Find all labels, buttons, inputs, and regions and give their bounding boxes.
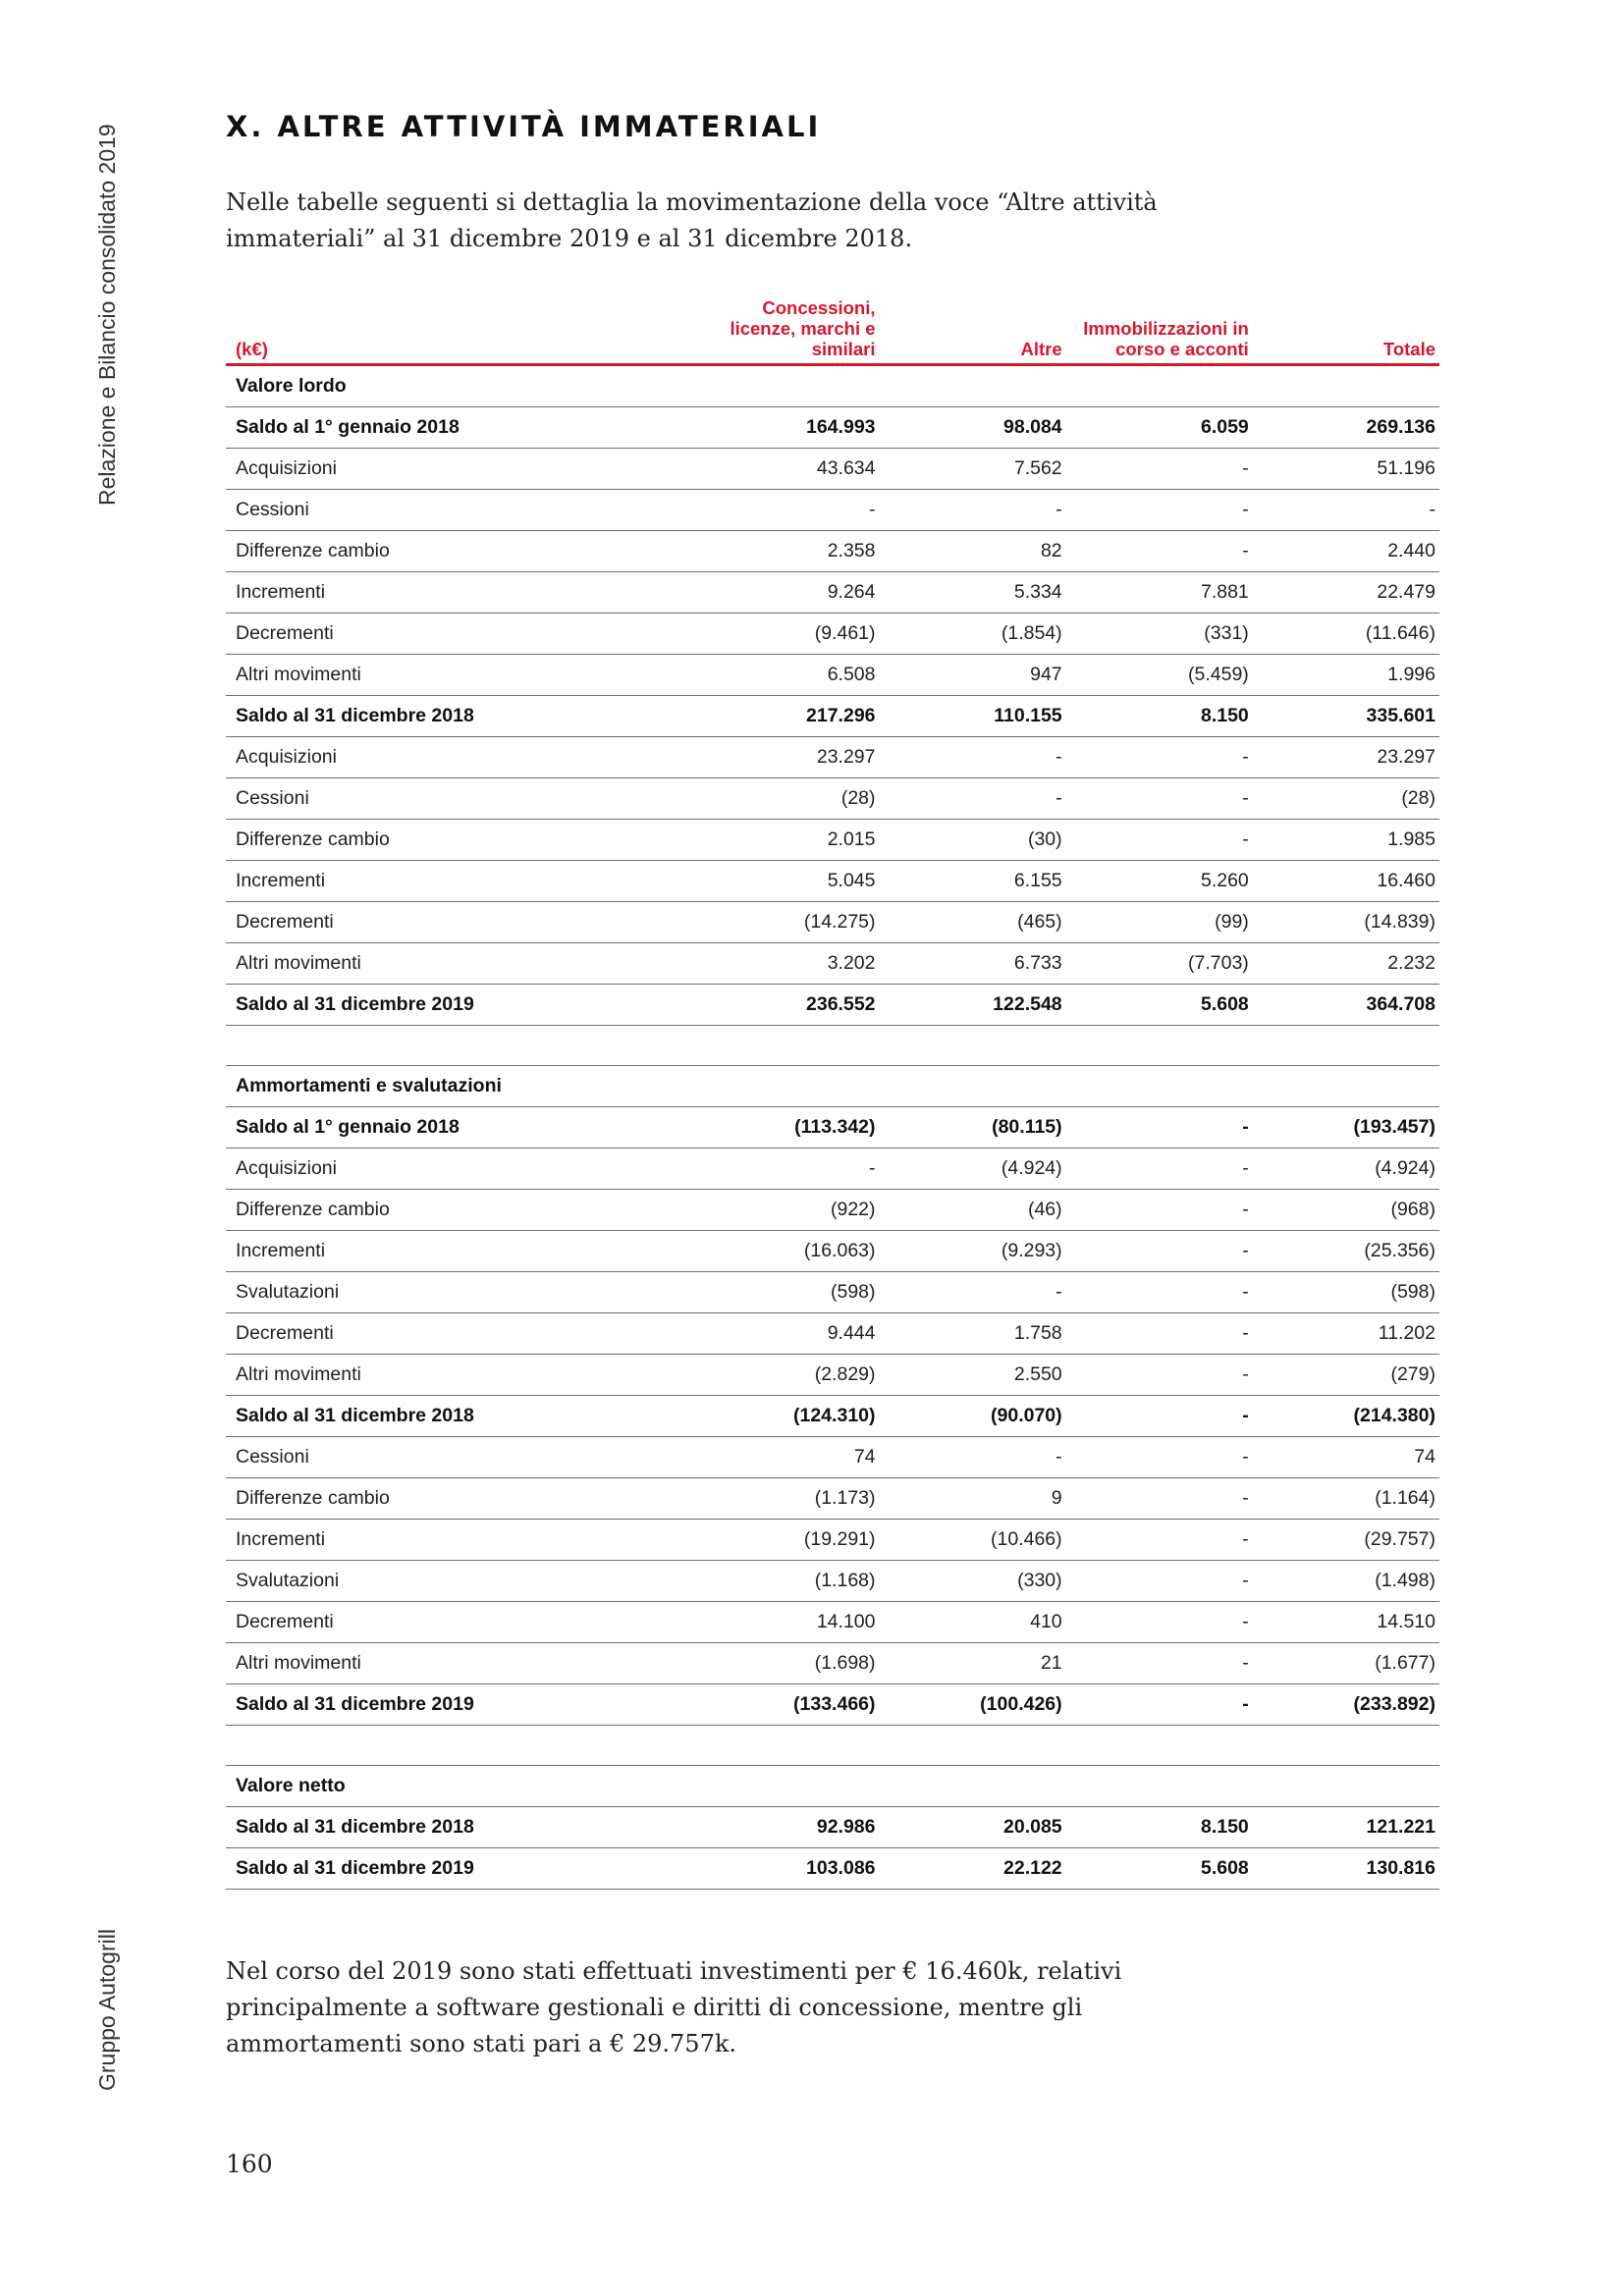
row-label: Saldo al 1° gennaio 2018 (226, 407, 692, 449)
value-cell: - (1066, 1520, 1253, 1561)
value-cell: (2.829) (692, 1355, 879, 1396)
value-cell: 82 (880, 531, 1066, 572)
value-cell: (30) (880, 820, 1066, 861)
value-cell: 1.758 (880, 1313, 1066, 1355)
table-row (226, 1437, 1439, 1478)
value-cell: 7.881 (1066, 572, 1253, 614)
value-cell: - (1066, 737, 1253, 778)
row-label: Cessioni (226, 778, 692, 820)
row-label: Altri movimenti (226, 1643, 692, 1684)
value-cell: (1.677) (1253, 1643, 1439, 1684)
table-row (226, 572, 1439, 614)
table-row (226, 943, 1439, 985)
value-cell: (9.293) (880, 1231, 1066, 1272)
closing-paragraph: Nel corso del 2019 sono stati effettuati investimenti per € 16.460k, relativi principalmente a software gestionali e diritti di concessione, mentre gli ammortamenti sono stati pari a € 29.757k. (226, 1957, 1122, 2057)
value-cell: (233.892) (1253, 1684, 1439, 1726)
value-cell: (113.342) (692, 1107, 879, 1148)
value-cell: 335.601 (1253, 696, 1439, 737)
value-cell (880, 1066, 1066, 1107)
value-cell (880, 1766, 1066, 1807)
value-cell (1066, 1766, 1253, 1807)
value-cell: 130.816 (1253, 1848, 1439, 1890)
value-cell: - (880, 778, 1066, 820)
value-cell: 5.334 (880, 572, 1066, 614)
value-cell: - (1066, 1107, 1253, 1148)
table-row (226, 1148, 1439, 1190)
table-row (226, 1766, 1439, 1807)
column-header: Concessioni, licenze, marchi e similari (692, 285, 879, 365)
value-cell (1066, 365, 1253, 407)
value-cell: - (692, 490, 879, 531)
value-cell: 121.221 (1253, 1807, 1439, 1848)
column-header: Totale (1253, 285, 1439, 365)
value-cell: - (1066, 820, 1253, 861)
row-label: Saldo al 31 dicembre 2018 (226, 1396, 692, 1437)
value-cell: - (1066, 1602, 1253, 1643)
value-cell: (11.646) (1253, 614, 1439, 655)
value-cell: (4.924) (1253, 1148, 1439, 1190)
value-cell: 164.993 (692, 407, 879, 449)
row-label: Saldo al 31 dicembre 2019 (226, 985, 692, 1026)
value-cell (692, 1066, 879, 1107)
value-cell (692, 1766, 879, 1807)
table-row (226, 1478, 1439, 1520)
value-cell: - (1066, 1272, 1253, 1313)
row-label: Decrementi (226, 614, 692, 655)
value-cell: - (1066, 1437, 1253, 1478)
value-cell: 6.155 (880, 861, 1066, 902)
value-cell: (16.063) (692, 1231, 879, 1272)
table-spacer-row (226, 1726, 1439, 1766)
value-cell (1253, 1066, 1439, 1107)
value-cell: 6.508 (692, 655, 879, 696)
value-cell: 1.985 (1253, 820, 1439, 861)
value-cell: - (1066, 1231, 1253, 1272)
table-row (226, 1355, 1439, 1396)
value-cell: 23.297 (1253, 737, 1439, 778)
value-cell: (5.459) (1066, 655, 1253, 696)
value-cell: 269.136 (1253, 407, 1439, 449)
value-cell: 9.264 (692, 572, 879, 614)
table-row (226, 1231, 1439, 1272)
table-row (226, 490, 1439, 531)
value-cell: 410 (880, 1602, 1066, 1643)
value-cell: 2.232 (1253, 943, 1439, 985)
value-cell: - (1066, 1396, 1253, 1437)
table-row (226, 1107, 1439, 1148)
column-header: Immobilizzazioni in corso e acconti (1066, 285, 1253, 365)
row-label: Ammortamenti e svalutazioni (226, 1066, 692, 1107)
page-number: 160 (226, 2150, 273, 2178)
value-cell: 21 (880, 1643, 1066, 1684)
value-cell: (214.380) (1253, 1396, 1439, 1437)
table-row (226, 531, 1439, 572)
table-row (226, 861, 1439, 902)
value-cell: - (880, 1272, 1066, 1313)
value-cell: (28) (1253, 778, 1439, 820)
column-header: Altre (880, 285, 1066, 365)
value-cell: 9.444 (692, 1313, 879, 1355)
value-cell: (90.070) (880, 1396, 1066, 1437)
value-cell: 103.086 (692, 1848, 879, 1890)
value-cell: 236.552 (692, 985, 879, 1026)
value-cell: - (880, 490, 1066, 531)
value-cell: 364.708 (1253, 985, 1439, 1026)
document-running-title: Relazione e Bilancio consolidato 2019 (94, 124, 120, 506)
value-cell: 9 (880, 1478, 1066, 1520)
table-row (226, 1272, 1439, 1313)
table-row (226, 1520, 1439, 1561)
value-cell: (14.839) (1253, 902, 1439, 943)
value-cell: - (1066, 449, 1253, 490)
value-cell (692, 365, 879, 407)
section-heading: X. ALTRE ATTIVITÀ IMMATERIALI (226, 110, 822, 143)
value-cell: 122.548 (880, 985, 1066, 1026)
value-cell: 16.460 (1253, 861, 1439, 902)
row-label: Differenze cambio (226, 531, 692, 572)
row-label: Valore netto (226, 1766, 692, 1807)
value-cell (1066, 1066, 1253, 1107)
value-cell: (19.291) (692, 1520, 879, 1561)
table-row (226, 655, 1439, 696)
value-cell: - (1066, 1355, 1253, 1396)
value-cell: (968) (1253, 1190, 1439, 1231)
row-label: Acquisizioni (226, 1148, 692, 1190)
value-cell: (1.164) (1253, 1478, 1439, 1520)
value-cell: 2.358 (692, 531, 879, 572)
row-label: Incrementi (226, 1231, 692, 1272)
value-cell: - (1066, 531, 1253, 572)
value-cell: - (1066, 778, 1253, 820)
table-row (226, 1684, 1439, 1726)
table-row (226, 1190, 1439, 1231)
row-label: Altri movimenti (226, 1355, 692, 1396)
table-row (226, 1561, 1439, 1602)
value-cell: 14.510 (1253, 1602, 1439, 1643)
value-cell: 217.296 (692, 696, 879, 737)
value-cell (880, 365, 1066, 407)
value-cell: 8.150 (1066, 696, 1253, 737)
value-cell: 74 (692, 1437, 879, 1478)
row-label: Altri movimenti (226, 655, 692, 696)
value-cell: - (1066, 1643, 1253, 1684)
row-label: Incrementi (226, 572, 692, 614)
table-row (226, 1643, 1439, 1684)
value-cell: - (1066, 1684, 1253, 1726)
value-cell: (133.466) (692, 1684, 879, 1726)
value-cell: 6.733 (880, 943, 1066, 985)
value-cell: (598) (1253, 1272, 1439, 1313)
value-cell: 98.084 (880, 407, 1066, 449)
value-cell: 5.608 (1066, 1848, 1253, 1890)
row-label: Incrementi (226, 1520, 692, 1561)
value-cell: 8.150 (1066, 1807, 1253, 1848)
spacer-cell (226, 1726, 1439, 1766)
table-header-row (226, 285, 1439, 365)
value-cell: (465) (880, 902, 1066, 943)
table-row (226, 1313, 1439, 1355)
table-row (226, 778, 1439, 820)
value-cell (1253, 1766, 1439, 1807)
value-cell: (279) (1253, 1355, 1439, 1396)
spacer-cell (226, 1026, 1439, 1066)
value-cell: - (880, 737, 1066, 778)
value-cell: - (1066, 1190, 1253, 1231)
row-label: Altri movimenti (226, 943, 692, 985)
row-label: Saldo al 31 dicembre 2018 (226, 1807, 692, 1848)
value-cell: 22.479 (1253, 572, 1439, 614)
value-cell: 2.550 (880, 1355, 1066, 1396)
value-cell: (10.466) (880, 1520, 1066, 1561)
value-cell: (46) (880, 1190, 1066, 1231)
value-cell: (331) (1066, 614, 1253, 655)
value-cell: (9.461) (692, 614, 879, 655)
value-cell: 947 (880, 655, 1066, 696)
company-name-label: Gruppo Autogrill (94, 1929, 120, 2091)
value-cell: - (880, 1437, 1066, 1478)
table-row (226, 614, 1439, 655)
row-label: Acquisizioni (226, 737, 692, 778)
table-row (226, 820, 1439, 861)
value-cell: 51.196 (1253, 449, 1439, 490)
value-cell: (922) (692, 1190, 879, 1231)
value-cell: 110.155 (880, 696, 1066, 737)
value-cell: - (1066, 490, 1253, 531)
table-row (226, 1066, 1439, 1107)
value-cell: 6.059 (1066, 407, 1253, 449)
value-cell: - (1253, 490, 1439, 531)
table-row (226, 1807, 1439, 1848)
column-header: (k€) (226, 285, 692, 365)
value-cell: 20.085 (880, 1807, 1066, 1848)
value-cell: 14.100 (692, 1602, 879, 1643)
row-label: Decrementi (226, 1313, 692, 1355)
value-cell: (29.757) (1253, 1520, 1439, 1561)
table-spacer-row (226, 1026, 1439, 1066)
table-row (226, 696, 1439, 737)
value-cell: - (1066, 1561, 1253, 1602)
table-row (226, 1602, 1439, 1643)
value-cell: (1.498) (1253, 1561, 1439, 1602)
value-cell: - (1066, 1148, 1253, 1190)
value-cell: (598) (692, 1272, 879, 1313)
value-cell: (193.457) (1253, 1107, 1439, 1148)
value-cell: (100.426) (880, 1684, 1066, 1726)
value-cell: (1.168) (692, 1561, 879, 1602)
table-row (226, 449, 1439, 490)
value-cell: 5.608 (1066, 985, 1253, 1026)
value-cell: 74 (1253, 1437, 1439, 1478)
row-label: Cessioni (226, 490, 692, 531)
row-label: Decrementi (226, 902, 692, 943)
value-cell: 43.634 (692, 449, 879, 490)
table-row (226, 1396, 1439, 1437)
value-cell: - (1066, 1478, 1253, 1520)
value-cell: 2.440 (1253, 531, 1439, 572)
row-label: Saldo al 31 dicembre 2019 (226, 1848, 692, 1890)
row-label: Saldo al 31 dicembre 2019 (226, 1684, 692, 1726)
value-cell: - (1066, 1313, 1253, 1355)
value-cell (1253, 365, 1439, 407)
value-cell: 22.122 (880, 1848, 1066, 1890)
value-cell: 3.202 (692, 943, 879, 985)
value-cell: 1.996 (1253, 655, 1439, 696)
row-label: Saldo al 1° gennaio 2018 (226, 1107, 692, 1148)
value-cell: (80.115) (880, 1107, 1066, 1148)
value-cell: (1.854) (880, 614, 1066, 655)
row-label: Saldo al 31 dicembre 2018 (226, 696, 692, 737)
table-row (226, 737, 1439, 778)
value-cell: 11.202 (1253, 1313, 1439, 1355)
row-label: Differenze cambio (226, 820, 692, 861)
value-cell: (25.356) (1253, 1231, 1439, 1272)
table-row (226, 1848, 1439, 1890)
value-cell: - (692, 1148, 879, 1190)
row-label: Differenze cambio (226, 1190, 692, 1231)
value-cell: (1.173) (692, 1478, 879, 1520)
table-row (226, 985, 1439, 1026)
row-label: Svalutazioni (226, 1272, 692, 1313)
value-cell: 92.986 (692, 1807, 879, 1848)
value-cell: (28) (692, 778, 879, 820)
row-label: Decrementi (226, 1602, 692, 1643)
value-cell: 5.260 (1066, 861, 1253, 902)
value-cell: (99) (1066, 902, 1253, 943)
row-label: Cessioni (226, 1437, 692, 1478)
value-cell: (1.698) (692, 1643, 879, 1684)
table-row (226, 407, 1439, 449)
value-cell: 2.015 (692, 820, 879, 861)
value-cell: 23.297 (692, 737, 879, 778)
row-label: Acquisizioni (226, 449, 692, 490)
value-cell: 7.562 (880, 449, 1066, 490)
value-cell: 5.045 (692, 861, 879, 902)
value-cell: (4.924) (880, 1148, 1066, 1190)
row-label: Valore lordo (226, 365, 692, 407)
intro-paragraph: Nelle tabelle seguenti si dettaglia la movimentazione della voce “Altre attività immateriali” al 31 dicembre 2019 e al 31 dicembre 2018. (226, 188, 1158, 252)
intangible-assets-table (226, 285, 1439, 1890)
row-label: Svalutazioni (226, 1561, 692, 1602)
row-label: Differenze cambio (226, 1478, 692, 1520)
value-cell: (14.275) (692, 902, 879, 943)
value-cell: (124.310) (692, 1396, 879, 1437)
value-cell: (330) (880, 1561, 1066, 1602)
row-label: Incrementi (226, 861, 692, 902)
value-cell: (7.703) (1066, 943, 1253, 985)
table-row (226, 902, 1439, 943)
table-row (226, 365, 1439, 407)
